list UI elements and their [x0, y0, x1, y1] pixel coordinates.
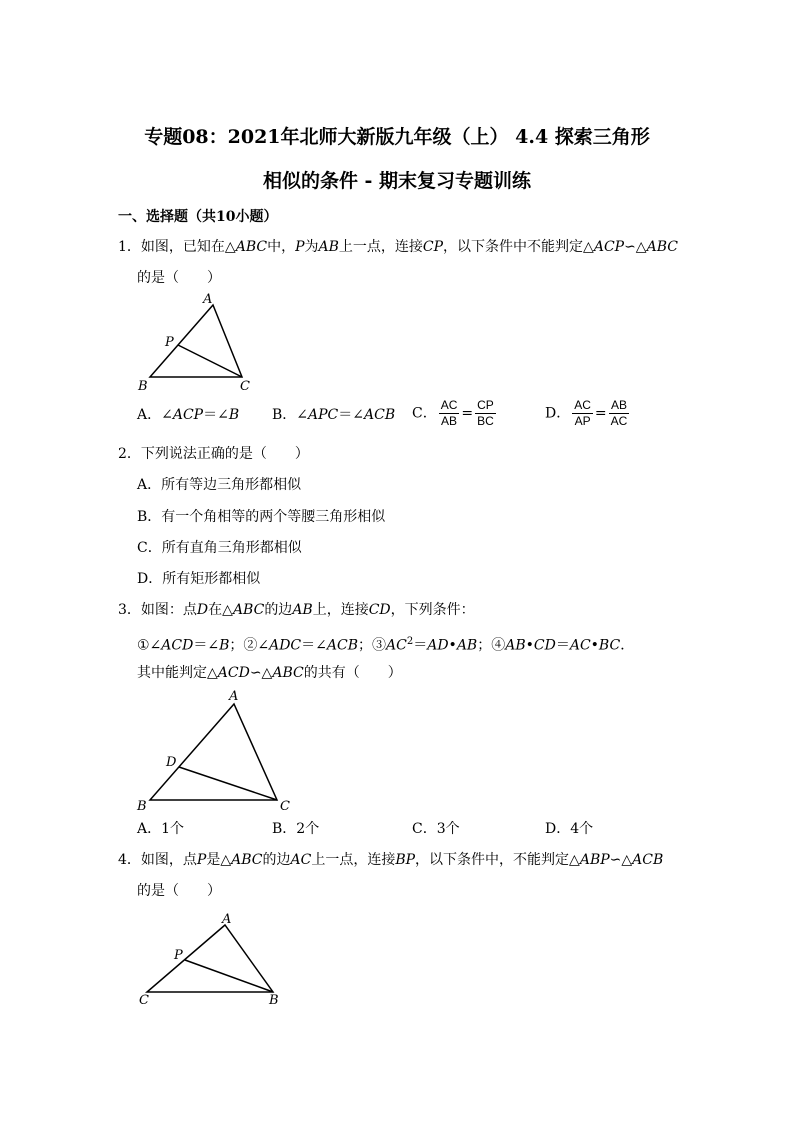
point-label-d: D — [166, 755, 177, 770]
question-3-figure — [130, 686, 300, 816]
segment-cd — [179, 767, 277, 800]
question-4-stem-line2: 的是（ ） — [137, 883, 221, 899]
question-2-option-c[interactable]: C．所有直角三角形都相似 — [137, 540, 302, 556]
question-3-option-c[interactable]: C．3个 — [412, 821, 460, 837]
vertex-label-c: C — [280, 799, 290, 814]
triangle-abc — [150, 704, 277, 800]
question-4-figure — [130, 908, 290, 1013]
fraction: $\frac{AC}{AB}$ — [440, 398, 458, 428]
question-number: 3． — [118, 602, 141, 618]
question-3-option-a[interactable]: A．1个 — [137, 821, 185, 837]
segment-cp — [178, 345, 242, 377]
question-1-stem: 1．如图，已知在△ABC中，P为AB上一点，连接CP，以下条件中不能判定△ACP∽△ABC — [118, 239, 678, 255]
triangle-abc — [150, 305, 242, 377]
vertex-label-b: B — [269, 993, 279, 1008]
question-number: 1． — [118, 239, 141, 255]
fraction: $\frac{CP}{BC}$ — [477, 398, 494, 428]
vertex-label-a: A — [229, 689, 239, 704]
question-3-conditions: ①∠ACD＝∠B；②∠ADC＝∠ACB；$③AC^2=AD•AB$；④AB•CD＝AC•BC． — [137, 636, 635, 654]
vertex-label-a: A — [222, 912, 232, 927]
question-2-option-b[interactable]: B．有一个角相等的两个等腰三角形相似 — [137, 509, 386, 525]
question-1-figure — [130, 290, 260, 395]
question-number: 4． — [118, 852, 141, 868]
question-1-option-b[interactable]: B．∠APC＝∠ACB — [272, 407, 396, 423]
vertex-label-b: B — [138, 379, 148, 394]
question-1-stem-line2: 的是（ ） — [137, 270, 221, 286]
triangle-abc — [147, 925, 273, 992]
fraction: $\frac{AB}{AC}$ — [610, 398, 628, 428]
question-2-option-d[interactable]: D．所有矩形都相似 — [137, 571, 261, 587]
question-3-stem: 3．如图：点D在△ABC的边AB上，连接CD，下列条件： — [118, 602, 475, 618]
page-title-line2: 相似的条件 - 期末复习专题训练 — [262, 170, 532, 192]
question-number: 2． — [118, 446, 141, 462]
question-2-option-a[interactable]: A．所有等边三角形都相似 — [137, 477, 302, 493]
segment-bp — [185, 960, 273, 992]
question-1-option-d[interactable]: D． $\frac{AC}{AP}$ = $\frac{AB}{AC}$ — [545, 398, 628, 428]
page-title-line1: 专题08：2021年北师大新版九年级（上） 4.4 探索三角形 — [144, 126, 650, 148]
vertex-label-c: C — [240, 379, 250, 394]
fraction: $\frac{AC}{AP}$ — [574, 398, 591, 428]
point-label-p: P — [165, 335, 174, 350]
point-label-p: P — [174, 948, 183, 963]
vertex-label-c: C — [139, 993, 149, 1008]
section-heading: 一、选择题（共10小题） — [118, 209, 278, 225]
question-4-stem: 4．如图，点P是△ABC的边AC上一点，连接BP，以下条件中，不能判定△ABP∽△ACB — [118, 852, 664, 868]
vertex-label-b: B — [137, 799, 147, 814]
question-3-option-b[interactable]: B．2个 — [272, 821, 320, 837]
question-3-option-d[interactable]: D．4个 — [545, 821, 594, 837]
question-1-option-c[interactable]: C． $\frac{AC}{AB}$ = $\frac{CP}{BC}$ — [412, 398, 494, 428]
question-1-option-a[interactable]: A．∠ACP＝∠B — [137, 407, 240, 423]
question-2-stem: 2．下列说法正确的是（ ） — [118, 446, 309, 462]
question-3-stem-line3: 其中能判定△ACD∽△ABC的共有（ ） — [137, 665, 402, 681]
vertex-label-a: A — [203, 292, 213, 307]
